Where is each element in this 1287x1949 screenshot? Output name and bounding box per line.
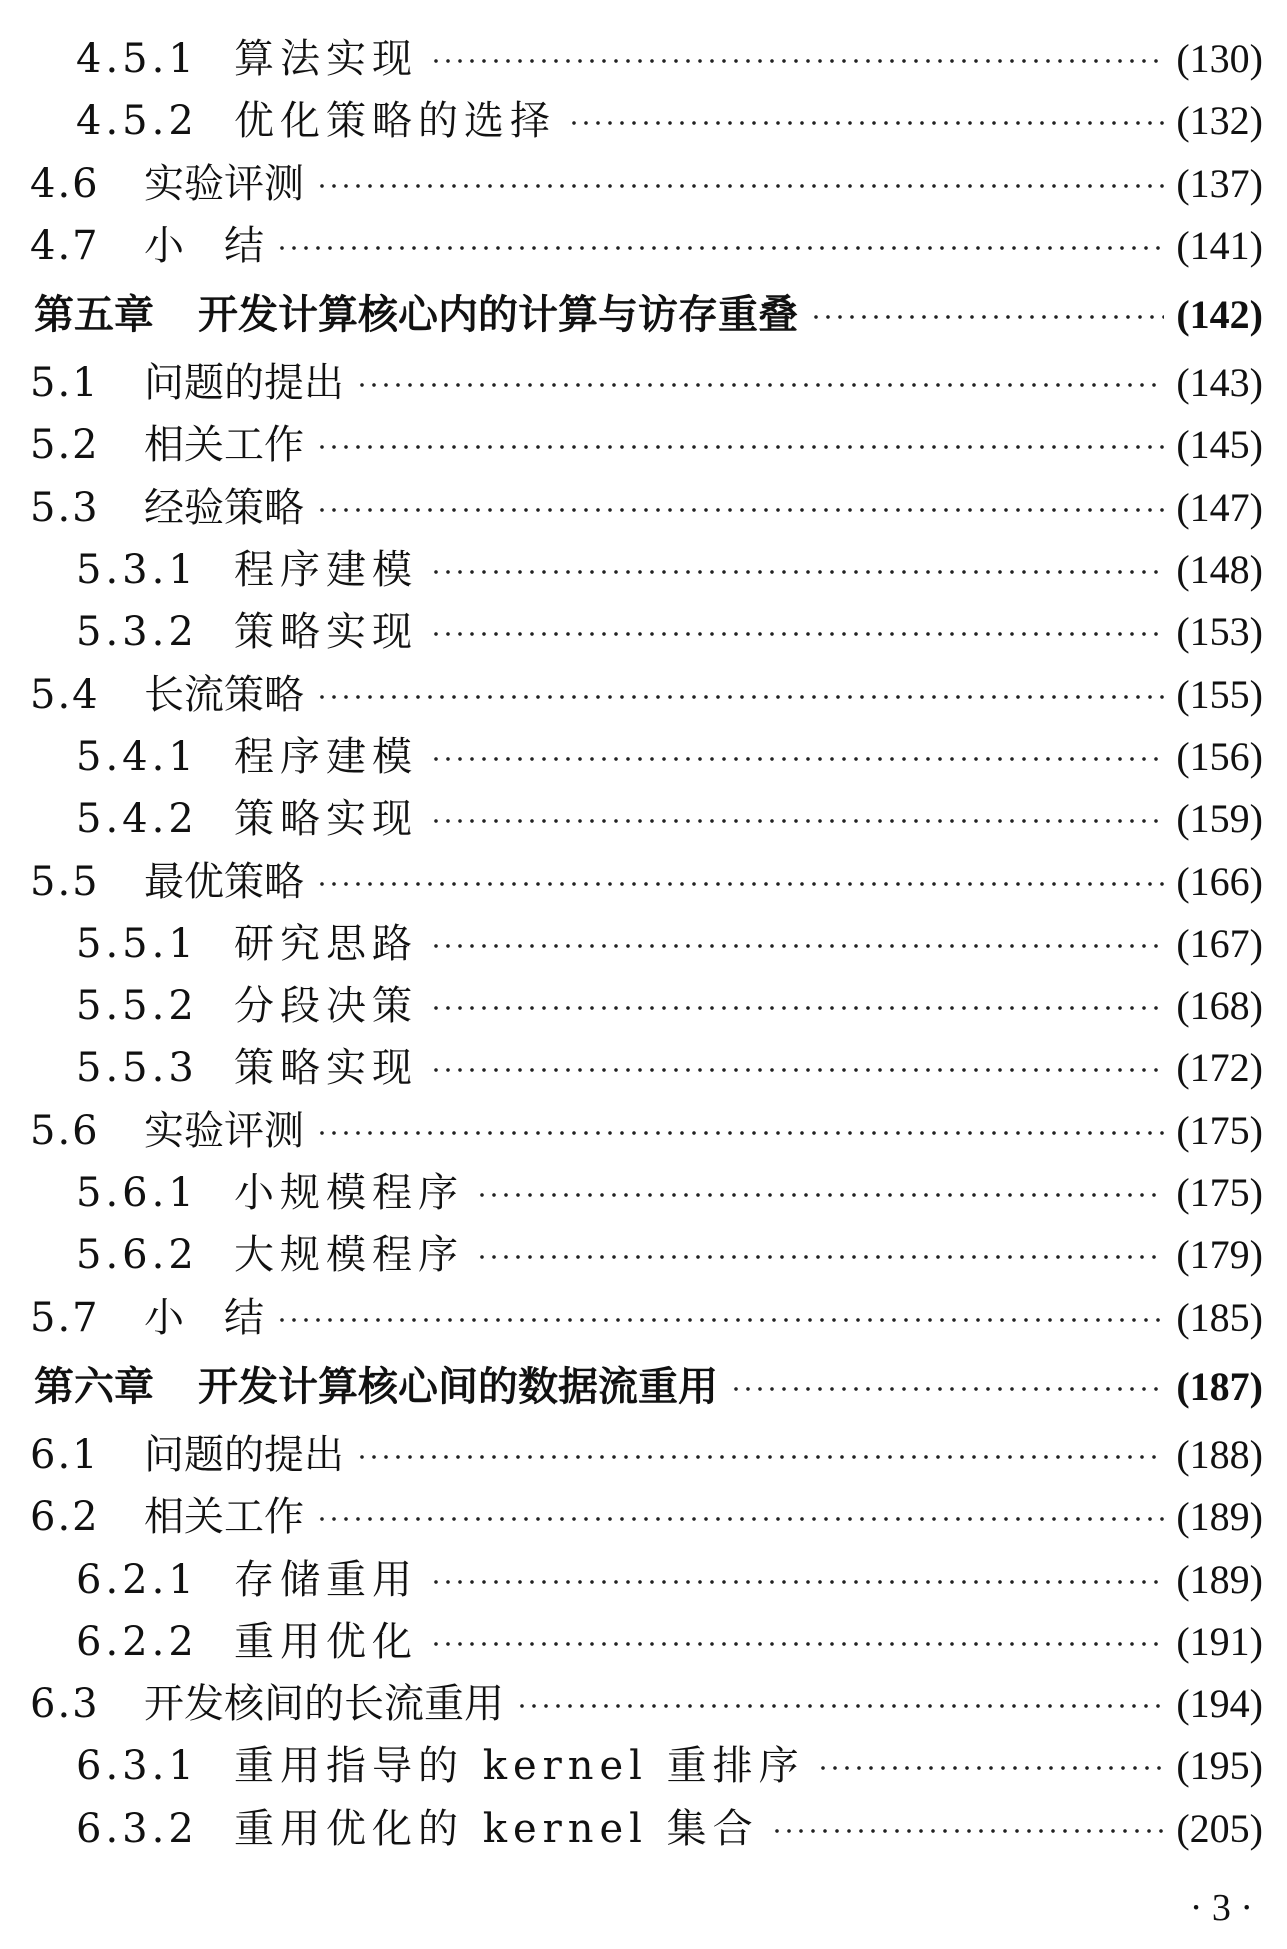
toc-entry-number: 5.7 xyxy=(30,1294,100,1341)
toc-entry-number: 5.4.2 xyxy=(76,796,198,843)
toc-entry-page: (191) xyxy=(1176,1618,1263,1664)
toc-entry-title: 相关工作 xyxy=(144,1494,304,1541)
toc-entry xyxy=(0,1424,1287,1486)
toc-entry-number: 5.5.2 xyxy=(76,983,198,1030)
toc-entry-number: 5.2 xyxy=(30,422,100,469)
toc-entry-title: 实验评测 xyxy=(144,1107,304,1154)
toc-entry-page: (130) xyxy=(1176,36,1263,81)
toc-entry-title: 策略实现 xyxy=(234,796,418,843)
toc-entry-number: 6.2.1 xyxy=(76,1556,198,1603)
toc-entry xyxy=(0,1735,1287,1797)
toc-entry-page: (172) xyxy=(1176,1045,1263,1091)
toc-entry-number: 5.3.2 xyxy=(76,609,198,656)
dot-leader xyxy=(430,1003,1164,1013)
toc-entry-page: (189) xyxy=(1176,1556,1263,1602)
toc-entry-title: 问题的提出 xyxy=(144,1431,344,1478)
toc-entry-number: 5.5.3 xyxy=(76,1045,198,1092)
dot-leader xyxy=(430,629,1164,639)
toc-entry-title: 经验策略 xyxy=(144,484,304,531)
toc-entry-number: 4.6 xyxy=(30,160,100,207)
toc-entry-page: (167) xyxy=(1176,920,1263,966)
dot-leader xyxy=(730,1384,1164,1394)
dot-leader xyxy=(276,1315,1164,1325)
toc-entry xyxy=(0,215,1287,277)
toc-entry-page: (189) xyxy=(1176,1494,1263,1540)
toc-entry xyxy=(0,726,1287,788)
toc-entry-page: (179) xyxy=(1176,1232,1263,1278)
toc-entry xyxy=(0,414,1287,476)
toc-entry-number: 第五章 xyxy=(34,292,154,339)
toc-entry-number: 4.5.1 xyxy=(76,36,198,82)
toc-entry xyxy=(0,1100,1287,1162)
dot-leader xyxy=(516,1701,1164,1711)
dot-leader xyxy=(316,181,1164,191)
toc-entry-title: 相关工作 xyxy=(144,422,304,469)
dot-leader xyxy=(356,380,1164,390)
toc-entry-title: 长流策略 xyxy=(144,671,304,718)
toc-entry xyxy=(0,28,1287,90)
toc-entry-page: (155) xyxy=(1176,671,1263,717)
dot-leader xyxy=(476,1252,1164,1262)
toc-entry xyxy=(0,1162,1287,1224)
toc-entry-title: 程序建模 xyxy=(234,547,418,594)
toc-entry-number: 6.1 xyxy=(30,1431,100,1478)
toc-entry-page: (143) xyxy=(1176,360,1263,406)
toc-entry-page: (188) xyxy=(1176,1431,1263,1477)
toc-entry-page: (185) xyxy=(1176,1294,1263,1340)
toc-entry-title: 分段决策 xyxy=(234,983,418,1030)
toc-entry xyxy=(0,1673,1287,1735)
toc-entry-page: (142) xyxy=(1176,292,1263,338)
toc-entry-number: 5.1 xyxy=(30,360,100,407)
dot-leader xyxy=(476,1190,1164,1200)
toc-entry-title: 程序建模 xyxy=(234,733,418,780)
toc-entry-number: 6.2.2 xyxy=(76,1618,198,1665)
toc-entry-number: 6.3 xyxy=(30,1681,100,1728)
toc-entry-number: 5.6 xyxy=(30,1107,100,1154)
dot-leader xyxy=(316,442,1164,452)
toc-entry-title: 小规模程序 xyxy=(234,1170,464,1217)
toc-entry-number: 第六章 xyxy=(34,1363,154,1410)
toc-entry-page: (159) xyxy=(1176,796,1263,842)
dot-leader xyxy=(316,1514,1164,1524)
toc-entry-number: 5.6.1 xyxy=(76,1170,198,1217)
dot-leader xyxy=(316,692,1164,702)
toc-entry-number: 4.5.2 xyxy=(76,98,198,145)
dot-leader xyxy=(430,941,1164,951)
toc-entry-number: 6.3.1 xyxy=(76,1743,198,1790)
toc-entry-number: 5.6.2 xyxy=(76,1232,198,1279)
dot-leader xyxy=(430,1577,1164,1587)
toc-entry-number: 5.4 xyxy=(30,671,100,718)
dot-leader xyxy=(430,1065,1164,1075)
toc-entry-page: (148) xyxy=(1176,547,1263,593)
toc-entry xyxy=(0,1798,1287,1860)
toc-entry xyxy=(0,477,1287,539)
dot-leader xyxy=(810,312,1164,322)
toc-entry-title: 开发计算核心间的数据流重用 xyxy=(198,1363,718,1410)
toc-entry xyxy=(0,1611,1287,1673)
toc-entry-title: 实验评测 xyxy=(144,160,304,207)
toc-entry-title: 研究思路 xyxy=(234,920,418,967)
dot-leader xyxy=(817,1763,1165,1773)
dot-leader xyxy=(430,567,1164,577)
toc-entry-title: 重用优化 xyxy=(234,1618,418,1665)
toc-entry-page: (147) xyxy=(1176,484,1263,530)
toc-entry-number: 4.7 xyxy=(30,222,100,269)
toc-entry-number: 5.5 xyxy=(30,858,100,905)
toc-entry-page: (132) xyxy=(1176,98,1263,144)
toc-entry-page: (168) xyxy=(1176,983,1263,1029)
toc-entry-number: 6.3.2 xyxy=(76,1805,198,1852)
dot-leader xyxy=(276,243,1164,253)
toc-entry-page: (175) xyxy=(1176,1170,1263,1216)
toc-entry xyxy=(0,664,1287,726)
dot-leader xyxy=(316,879,1164,889)
toc-entry xyxy=(0,1287,1287,1349)
toc-entry xyxy=(0,90,1287,152)
toc-entry-page: (166) xyxy=(1176,858,1263,904)
toc-entry xyxy=(0,913,1287,975)
toc-entry-title: 策略实现 xyxy=(234,609,418,656)
toc-entry-title: 问题的提出 xyxy=(144,360,344,407)
toc-entry xyxy=(0,788,1287,850)
dot-leader xyxy=(430,1639,1164,1649)
toc-entry xyxy=(0,277,1287,352)
toc-entry-page: (153) xyxy=(1176,609,1263,655)
toc-entry xyxy=(0,1037,1287,1099)
toc-entry-page: (156) xyxy=(1176,733,1263,779)
toc-entry-page: (141) xyxy=(1176,222,1263,268)
toc-entry-title: 优化策略的选择 xyxy=(234,98,556,145)
toc-entry-title: 开发计算核心内的计算与访存重叠 xyxy=(198,292,798,339)
dot-leader xyxy=(430,754,1164,764)
toc-entry-title: 存储重用 xyxy=(234,1556,418,1603)
toc-entry-title: 大规模程序 xyxy=(234,1232,464,1279)
toc-entry-number: 5.3 xyxy=(30,484,100,531)
toc-entry-page: (175) xyxy=(1176,1107,1263,1153)
dot-leader xyxy=(430,816,1164,826)
toc-entry xyxy=(0,1486,1287,1548)
table-of-contents xyxy=(0,28,1287,1860)
toc-entry-title: 重用指导的 kernel 重排序 xyxy=(234,1743,805,1790)
toc-entry-number: 5.3.1 xyxy=(76,547,198,594)
toc-entry-title: 开发核间的长流重用 xyxy=(144,1681,504,1728)
toc-entry-page: (137) xyxy=(1176,160,1263,206)
dot-leader xyxy=(316,1128,1164,1138)
toc-entry-title: 重用优化的 kernel 集合 xyxy=(234,1805,759,1852)
dot-leader xyxy=(430,56,1164,66)
toc-entry-page: (194) xyxy=(1176,1681,1263,1727)
toc-entry-title: 小 结 xyxy=(144,222,264,269)
toc-entry xyxy=(0,153,1287,215)
toc-entry-title: 算法实现 xyxy=(234,36,418,82)
toc-entry xyxy=(0,1349,1287,1424)
toc-entry-page: (205) xyxy=(1176,1805,1263,1851)
toc-entry-number: 5.4.1 xyxy=(76,733,198,780)
toc-entry xyxy=(0,851,1287,913)
toc-entry xyxy=(0,601,1287,663)
dot-leader xyxy=(316,505,1164,515)
toc-entry xyxy=(0,352,1287,414)
toc-entry-number: 5.5.1 xyxy=(76,920,198,967)
dot-leader xyxy=(356,1452,1164,1462)
dot-leader xyxy=(771,1826,1165,1836)
toc-entry-title: 小 结 xyxy=(144,1294,264,1341)
toc-entry-number: 6.2 xyxy=(30,1494,100,1541)
toc-entry-title: 策略实现 xyxy=(234,1045,418,1092)
toc-entry xyxy=(0,539,1287,601)
page-number: · 3 · xyxy=(1189,1887,1253,1929)
toc-entry-title: 最优策略 xyxy=(144,858,304,905)
toc-entry-page: (187) xyxy=(1176,1363,1263,1409)
toc-entry-page: (145) xyxy=(1176,422,1263,468)
toc-entry-page: (195) xyxy=(1176,1743,1263,1789)
toc-entry xyxy=(0,975,1287,1037)
dot-leader xyxy=(568,118,1164,128)
toc-entry xyxy=(0,1224,1287,1286)
toc-entry xyxy=(0,1549,1287,1611)
